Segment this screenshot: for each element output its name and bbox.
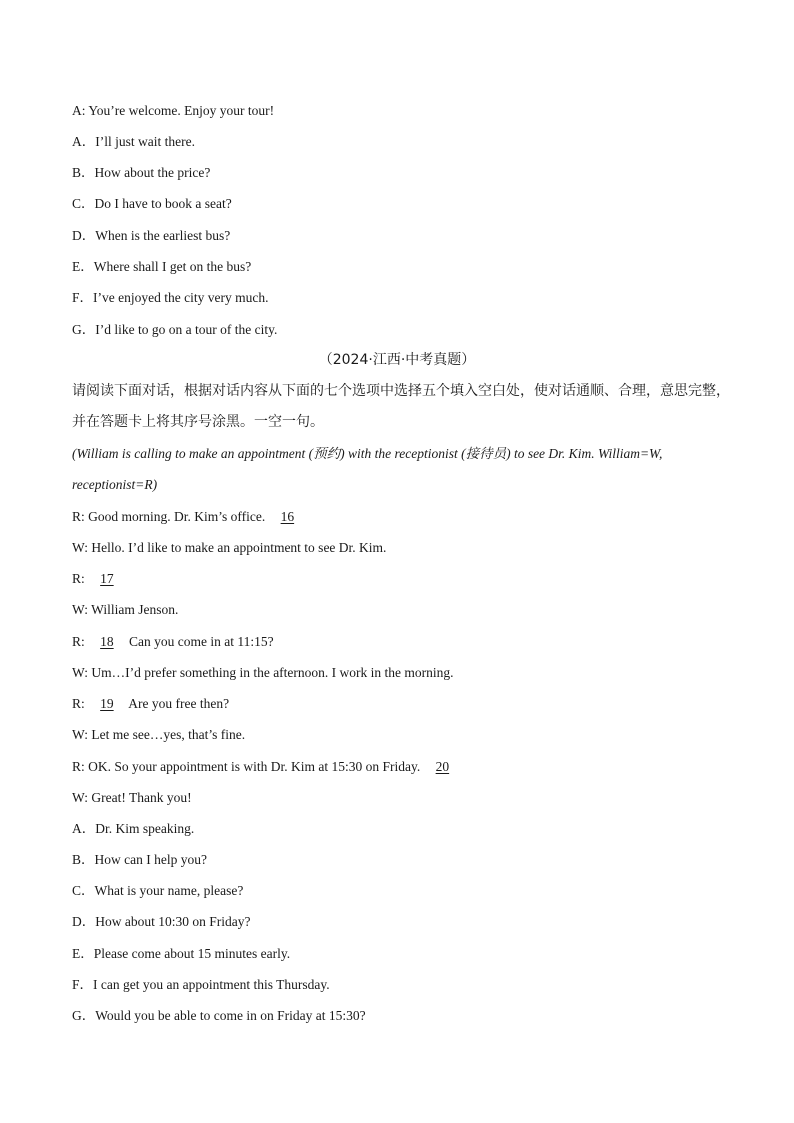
prev-option-e [72, 258, 251, 276]
closing-dialogue-line: A: You’re welcome. Enjoy your tour! [72, 103, 275, 118]
dialogue-text: R: [72, 634, 89, 649]
answer-blank-19: 19 [100, 696, 114, 711]
context-line-2: receptionist=R) [72, 477, 158, 492]
option-letter: F． [72, 977, 94, 992]
dialogue-line [72, 633, 274, 651]
dialogue-text: R: OK. So your appointment is with Dr. Kim at 15:30 on Friday. [72, 759, 424, 774]
dialogue-line [72, 664, 454, 682]
dialogue-text: W: William Jenson. [72, 602, 179, 617]
option-text: How can I help you? [94, 852, 207, 867]
option-letter: G． [72, 322, 96, 337]
dialogue-line [72, 539, 386, 557]
option-letter: C． [72, 883, 95, 898]
prev-option-c [72, 195, 232, 213]
option-letter: B． [72, 852, 95, 867]
dialogue-line [72, 508, 306, 526]
instruction-line-1: 请阅读下面对话，根据对话内容从下面的七个选项中选择五个填入空白处，使对话通顺、合理，意思完整， [72, 383, 730, 399]
answer-option-g [72, 1007, 366, 1025]
prev-option-d [72, 227, 230, 245]
prev-option-g [72, 321, 277, 339]
answer-blank-16: 16 [280, 509, 295, 524]
dialogue-line [72, 601, 178, 619]
answer-option-a [72, 820, 194, 838]
answer-option-f [72, 976, 330, 994]
option-text: I’d like to go on a tour of the city. [95, 322, 278, 337]
instruction-line-2: 并在答题卡上将其序号涂黑。一空一句。 [72, 414, 324, 430]
dialogue-text: R: [72, 696, 89, 711]
dialogue-line [72, 726, 245, 744]
dialogue-text: W: Great! Thank you! [72, 790, 192, 805]
dialogue-text-after: Can you come in at 11:15? [125, 634, 274, 649]
option-letter: A． [72, 134, 96, 149]
option-text: I can get you an appointment this Thursday. [93, 977, 330, 992]
option-letter: B． [72, 165, 95, 180]
option-text: How about 10:30 on Friday? [95, 914, 251, 929]
prev-option-f [72, 289, 268, 307]
dialogue-text-after: Are you free then? [125, 696, 230, 711]
answer-option-e [72, 945, 290, 963]
dialogue-line [72, 789, 192, 807]
dialogue-line [72, 695, 229, 713]
dialogue-text: W: Um…I’d prefer something in the afternoon. I work in the morning. [72, 665, 454, 680]
option-text: Do I have to book a seat? [94, 196, 232, 211]
answer-option-b [72, 851, 207, 869]
dialogue-text: W: Hello. I’d like to make an appointment to see Dr. Kim. [72, 540, 387, 555]
answer-blank-20: 20 [435, 759, 450, 774]
option-letter: G． [72, 1008, 96, 1023]
dialogue-line [72, 570, 126, 588]
option-letter: F． [72, 290, 94, 305]
option-letter: E． [72, 946, 94, 961]
dialogue-text: R: [72, 571, 89, 586]
option-letter: E． [72, 259, 94, 274]
option-text: When is the earliest bus? [95, 228, 231, 243]
dialogue-line [72, 758, 461, 776]
option-text: I’ve enjoyed the city very much. [93, 290, 269, 305]
prev-option-a [72, 133, 195, 151]
option-text: I’ll just wait there. [95, 134, 195, 149]
answer-option-c [72, 882, 243, 900]
context-line-1: (William is calling to make an appointment (预约) with the receptionist (接待员) to see Dr. Kim. William=W, [72, 446, 663, 461]
answer-option-d [72, 913, 250, 931]
dialogue-text: R: Good morning. Dr. Kim’s office. [72, 509, 269, 524]
answer-blank-18: 18 [100, 634, 114, 649]
option-text: Where shall I get on the bus? [93, 259, 252, 274]
option-letter: D． [72, 914, 96, 929]
option-letter: A． [72, 821, 96, 836]
question-source: （2024·江西·中考真题） [318, 352, 476, 368]
option-letter: D． [72, 228, 96, 243]
dialogue-text: W: Let me see…yes, that’s fine. [72, 727, 246, 742]
option-text: How about the price? [94, 165, 211, 180]
option-text: What is your name, please? [94, 883, 244, 898]
option-text: Would you be able to come in on Friday at 15:30? [95, 1008, 366, 1023]
option-text: Dr. Kim speaking. [95, 821, 195, 836]
option-text: Please come about 15 minutes early. [93, 946, 291, 961]
prev-option-b [72, 164, 210, 182]
answer-blank-17: 17 [100, 571, 114, 586]
option-letter: C． [72, 196, 95, 211]
